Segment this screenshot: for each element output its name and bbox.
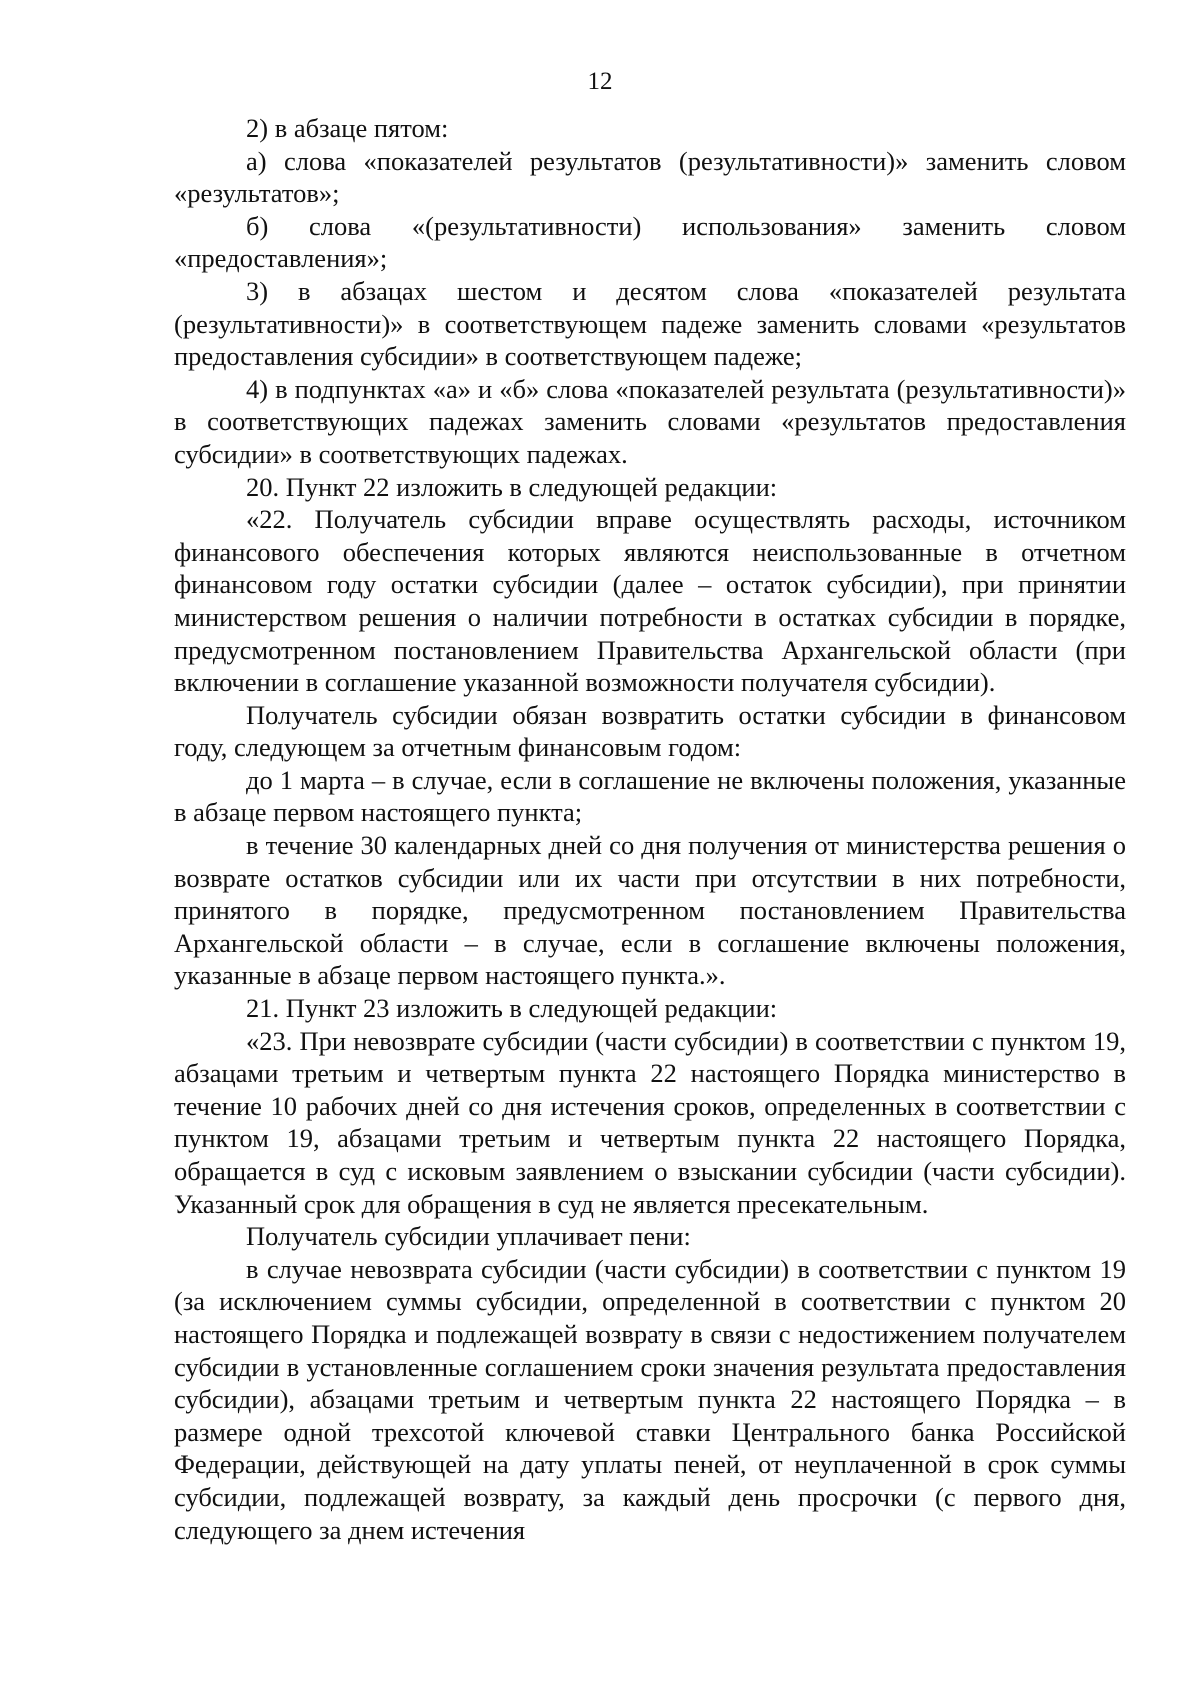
paragraph-clause-21: 21. Пункт 23 изложить в следующей редакции:: [246, 993, 778, 1024]
paragraph-item-2a: а) слова «показателей результатов (результативности)» заменить словом «результатов»;: [174, 145, 1126, 209]
page-number: 12: [587, 68, 613, 95]
paragraph-penalty-intro: Получатель субсидии уплачивает пени:: [246, 1221, 691, 1252]
paragraph-deadline-march: до 1 марта – в случае, если в соглашение не включены положения, указанные в абзаце первом настоящего пункта;: [174, 764, 1126, 828]
paragraph-point-22: «22. Получатель субсидии вправе осуществлять расходы, источником финансового обеспечения которых являются неиспользованные в отчетном финансовом году остатки субсидии (далее – остаток субсидии), при принятии министерством решения о наличии потребности в остатках субсидии в порядке, предусмотренном постановлением Правительства Архангельской области (при включении в соглашение указанной возможности получателя субсидии).: [174, 504, 1126, 698]
paragraph-item-4: 4) в подпунктах «а» и «б» слова «показателей результата (результативности)» в соответствующих падежах заменить словами «результатов предоставления субсидии» в соответствующих падежах.: [174, 373, 1126, 469]
paragraph-clause-20: 20. Пункт 22 изложить в следующей редакции:: [246, 471, 778, 502]
paragraph-return-obligation: Получатель субсидии обязан возвратить остатки субсидии в финансовом году, следующем за отчетным финансовым годом:: [174, 699, 1126, 763]
paragraph-item-2b: б) слова «(результативности) использования» заменить словом «предоставления»;: [174, 210, 1126, 274]
paragraph-item-2: 2) в абзаце пятом:: [246, 113, 449, 143]
paragraph-point-23: «23. При невозврате субсидии (части субсидии) в соответствии с пунктом 19, абзацами третьим и четвертым пункта 22 настоящего Порядка министерство в течение 10 рабочих дней со дня истечения сроков, определенных в соответствии с пунктом 19, абзацами третьим и четвертым пункта 22 настоящего Порядка, обращается в суд с исковым заявлением о взыскании субсидии (части субсидии). Указанный срок для обращения в суд не является пресекательным.: [174, 1025, 1126, 1219]
paragraph-penalty-case: в случае невозврата субсидии (части субсидии) в соответствии с пунктом 19 (за исключением суммы субсидии, определенной в соответствии с пунктом 20 настоящего Порядка и подлежащей возврату в связи с недостижением получателем субсидии в установленные соглашением сроки значения результата предоставления субсидии), абзацами третьим и четвертым пункта 22 настоящего Порядка – в размере одной трехсотой ключевой ставки Центрального банка Российской Федерации, действующей на дату уплаты пеней, от неуплаченной в срок суммы субсидии, подлежащей возврату, за каждый день просрочки (с первого дня, следующего за днем истечения: [174, 1253, 1126, 1545]
paragraph-item-3: 3) в абзацах шестом и десятом слова «показателей результата (результативности)» в соответствующем падеже заменить словами «результатов предоставления субсидии» в соответствующем падеже;: [174, 275, 1126, 372]
document-body: [174, 112, 1126, 1546]
paragraph-deadline-30-days: в течение 30 календарных дней со дня получения от министерства решения о возврате остатков субсидии или их части при отсутствии в них потребности, принятого в порядке, предусмотренном постановлением Правительства Архангельской области – в случае, если в соглашение включены положения, указанные в абзаце первом настоящего пункта.».: [174, 830, 1126, 991]
